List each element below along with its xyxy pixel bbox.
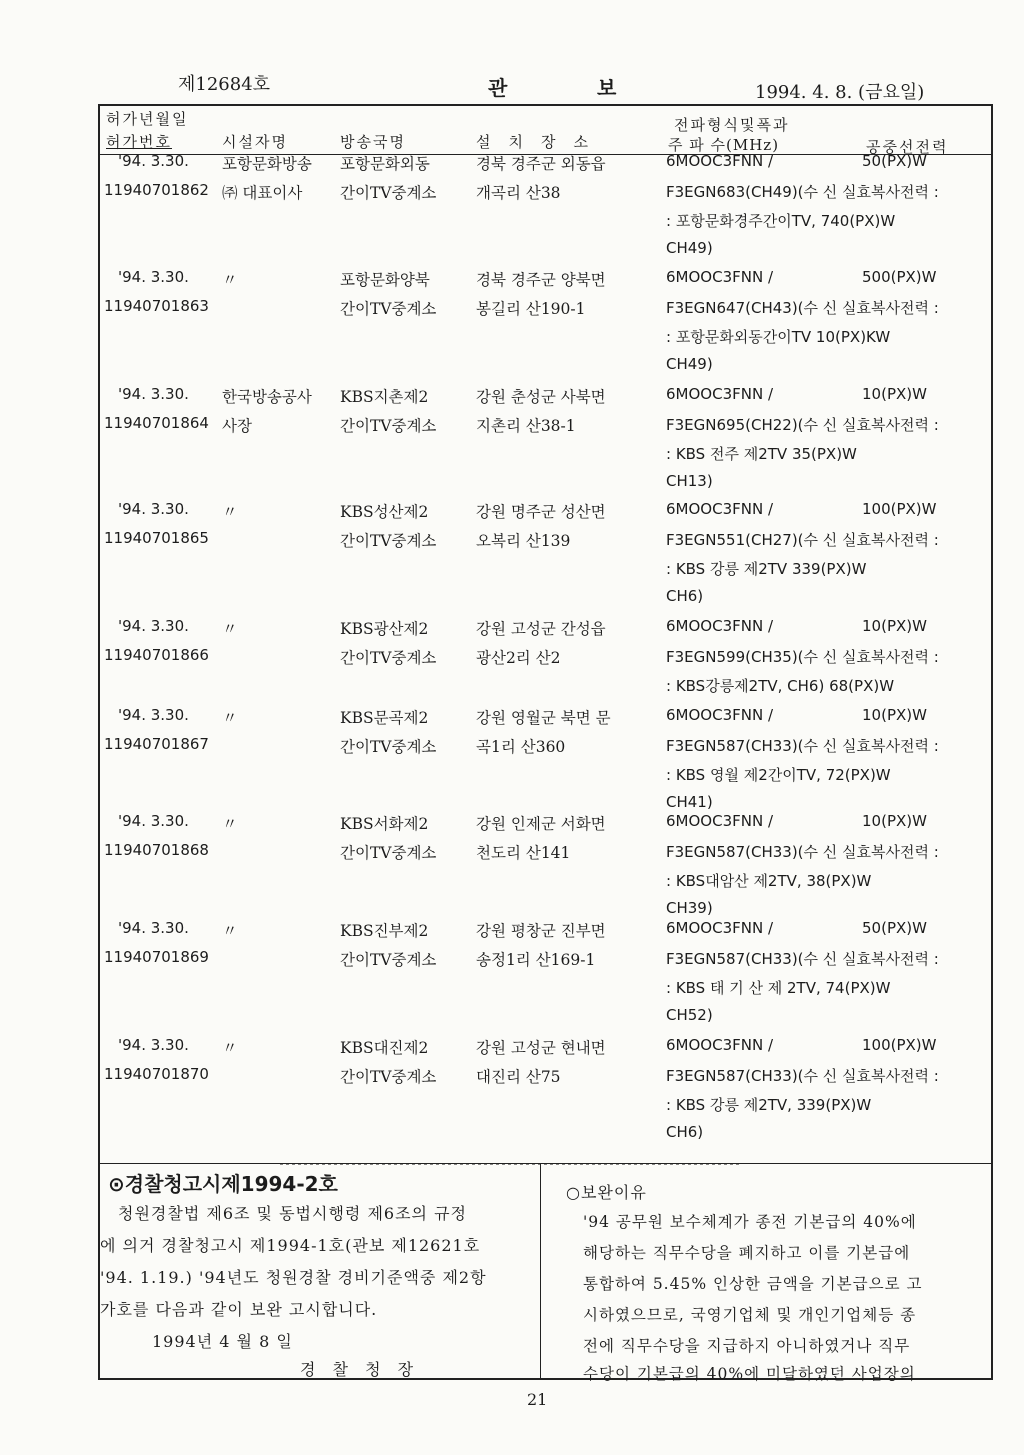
location-line-1: 강원 춘성군 사북면 xyxy=(476,388,606,406)
frequency-detail-3: CH49) xyxy=(666,239,713,257)
operator-line-1: 〃 xyxy=(222,815,238,833)
frequency-detail-2: : KBS 전주 제2TV 35(PX)W xyxy=(666,445,857,463)
header-antenna-power: 공중선전력 xyxy=(866,138,949,156)
location-line-2: 곡1리 산360 xyxy=(476,738,566,756)
frequency-detail-2: : KBS 태 기 산 제 2TV, 74(PX)W xyxy=(666,979,891,997)
notice-date: 1994년 4 월 8 일 xyxy=(152,1332,293,1351)
header-emission-form: 전파형식및폭과 xyxy=(674,116,790,134)
station-name-line-1: 포항문화외동 xyxy=(340,155,430,173)
frequency-detail-2: : KBS 영월 제2간이TV, 72(PX)W xyxy=(666,766,891,784)
issue-date: 1994. 4. 8. (금요일) xyxy=(755,82,925,103)
operator-line-1: 〃 xyxy=(222,922,238,940)
emission-form: 6MOOC3FNN / xyxy=(666,268,774,286)
notice-signer: 경 찰 청 장 xyxy=(300,1360,420,1379)
header-permit-date: 허가년월일 xyxy=(106,110,189,128)
frequency-detail-2: : KBS강릉제2TV, CH6) 68(PX)W xyxy=(666,677,895,695)
permit-date: '94. 3.30. xyxy=(118,268,189,286)
notice-title: ⊙경찰청고시제1994-2호 xyxy=(108,1172,338,1196)
notice-column-divider xyxy=(540,1163,541,1380)
operator-line-1: 포항문화방송 xyxy=(222,155,312,173)
notice-line-2: 에 의거 경찰청고시 제1994-1호(관보 제12621호 xyxy=(100,1236,481,1255)
header-operator: 시설자명 xyxy=(222,133,288,151)
permit-number: 11940701870 xyxy=(104,1065,209,1083)
station-name-line-2: 간이TV중계소 xyxy=(340,738,437,756)
frequency-detail-3: CH13) xyxy=(666,472,713,490)
permit-date: '94. 3.30. xyxy=(118,706,189,724)
permit-number: 11940701869 xyxy=(104,948,209,966)
station-name-line-2: 간이TV중계소 xyxy=(340,532,437,550)
permit-date: '94. 3.30. xyxy=(118,385,189,403)
location-line-1: 강원 고성군 간성읍 xyxy=(476,620,606,638)
location-line-2: 지촌리 산38-1 xyxy=(476,417,576,435)
station-name-line-1: 포항문화양북 xyxy=(340,271,430,289)
emission-form: 6MOOC3FNN / xyxy=(666,500,774,518)
station-name-line-1: KBS서화제2 xyxy=(340,815,429,833)
permit-number: 11940701867 xyxy=(104,735,209,753)
frequency-detail-3: CH6) xyxy=(666,1123,704,1141)
emission-form: 6MOOC3FNN / xyxy=(666,385,774,403)
operator-line-2: 사장 xyxy=(222,417,252,435)
station-name-line-2: 간이TV중계소 xyxy=(340,1068,437,1086)
station-name-line-2: 간이TV중계소 xyxy=(340,951,437,969)
emission-form: 6MOOC3FNN / xyxy=(666,152,774,170)
permit-date: '94. 3.30. xyxy=(118,812,189,830)
permit-number: 11940701865 xyxy=(104,529,209,547)
permit-number: 11940701862 xyxy=(104,181,209,199)
location-line-1: 경북 경주군 양북면 xyxy=(476,271,606,289)
permit-number: 11940701866 xyxy=(104,646,209,664)
power-value: 10(PX)W xyxy=(862,385,927,403)
station-name-line-2: 간이TV중계소 xyxy=(340,184,437,202)
frequency-detail-2: : KBS 강릉 제2TV, 339(PX)W xyxy=(666,1096,872,1114)
operator-line-1: 〃 xyxy=(222,1039,238,1057)
notice-line-1: 청원경찰법 제6조 및 동법시행령 제6조의 규정 xyxy=(118,1204,467,1223)
notice-top-line xyxy=(98,1163,993,1164)
frequency-detail-3: CH6) xyxy=(666,587,704,605)
operator-line-1: 한국방송공사 xyxy=(222,388,312,406)
reason-line-2: 해당하는 직무수당을 폐지하고 이를 기본급에 xyxy=(583,1244,911,1262)
frequency-detail-2: : 포항문화외동간이TV 10(PX)KW xyxy=(666,328,891,346)
permit-date: '94. 3.30. xyxy=(118,617,189,635)
location-line-2: 천도리 산141 xyxy=(476,844,571,862)
location-line-2: 광산2리 산2 xyxy=(476,649,561,667)
frequency-detail-1: F3EGN683(CH49)(수 신 실효복사전력 : xyxy=(666,183,939,201)
emission-form: 6MOOC3FNN / xyxy=(666,812,774,830)
permit-date: '94. 3.30. xyxy=(118,152,189,170)
emission-form: 6MOOC3FNN / xyxy=(666,706,774,724)
permit-date: '94. 3.30. xyxy=(118,1036,189,1054)
frequency-detail-1: F3EGN647(CH43)(수 신 실효복사전력 : xyxy=(666,299,939,317)
reason-line-1: '94 공무원 보수체계가 종전 기본급의 40%에 xyxy=(583,1213,917,1231)
location-line-1: 강원 명주군 성산면 xyxy=(476,503,606,521)
emission-form: 6MOOC3FNN / xyxy=(666,617,774,635)
gazette-title-first: 관 xyxy=(488,76,508,100)
station-name-line-2: 간이TV중계소 xyxy=(340,300,437,318)
station-name-line-2: 간이TV중계소 xyxy=(340,844,437,862)
page-number: 21 xyxy=(527,1390,548,1409)
station-name-line-1: KBS진부제2 xyxy=(340,922,429,940)
power-value: 50(PX)W xyxy=(862,919,927,937)
location-line-2: 오복리 산139 xyxy=(476,532,571,550)
station-name-line-1: KBS성산제2 xyxy=(340,503,429,521)
reason-line-3: 통합하여 5.45% 인상한 금액을 기본급으로 고 xyxy=(583,1275,923,1293)
frequency-detail-1: F3EGN695(CH22)(수 신 실효복사전력 : xyxy=(666,416,939,434)
header-location: 설치장소 xyxy=(476,133,606,151)
header-station: 방송국명 xyxy=(340,133,406,151)
emission-form: 6MOOC3FNN / xyxy=(666,919,774,937)
location-line-2: 송정1리 산169-1 xyxy=(476,951,596,969)
permit-number: 11940701863 xyxy=(104,297,209,315)
location-line-1: 강원 인제군 서화면 xyxy=(476,815,606,833)
frequency-detail-1: F3EGN587(CH33)(수 신 실효복사전력 : xyxy=(666,950,939,968)
permit-number: 11940701868 xyxy=(104,841,209,859)
issue-number: 제12684호 xyxy=(178,74,271,95)
frequency-detail-1: F3EGN587(CH33)(수 신 실효복사전력 : xyxy=(666,1067,939,1085)
location-line-2: 개곡리 산38 xyxy=(476,184,561,202)
location-line-1: 경북 경주군 외동읍 xyxy=(476,155,606,173)
location-line-1: 강원 영월군 북면 문 xyxy=(476,709,611,727)
power-value: 100(PX)W xyxy=(862,500,937,518)
frequency-detail-1: F3EGN551(CH27)(수 신 실효복사전력 : xyxy=(666,531,939,549)
frequency-detail-2: : 포항문화경주간이TV, 740(PX)W xyxy=(666,212,896,230)
header-permit-number: 허가번호 xyxy=(106,133,172,151)
frequency-detail-3: CH52) xyxy=(666,1006,713,1024)
power-value: 10(PX)W xyxy=(862,812,927,830)
station-name-line-1: KBS광산제2 xyxy=(340,620,429,638)
notice-line-3: '94. 1.19.) '94년도 청원경찰 경비기준액중 제2항 xyxy=(100,1268,487,1287)
power-value: 10(PX)W xyxy=(862,706,927,724)
gazette-title-second: 보 xyxy=(597,76,617,100)
reason-title: ○보완이유 xyxy=(566,1183,647,1202)
frequency-detail-3: CH41) xyxy=(666,793,713,811)
location-line-1: 강원 고성군 현내면 xyxy=(476,1039,606,1057)
frequency-detail-1: F3EGN587(CH33)(수 신 실효복사전력 : xyxy=(666,843,939,861)
emission-form: 6MOOC3FNN / xyxy=(666,1036,774,1054)
power-value: 100(PX)W xyxy=(862,1036,937,1054)
permit-number: 11940701864 xyxy=(104,414,209,432)
station-name-line-2: 간이TV중계소 xyxy=(340,649,437,667)
operator-line-1: 〃 xyxy=(222,620,238,638)
station-name-line-2: 간이TV중계소 xyxy=(340,417,437,435)
permit-date: '94. 3.30. xyxy=(118,500,189,518)
reason-line-4: 시하였으므로, 국영기업체 및 개인기업체등 종 xyxy=(583,1306,917,1324)
location-line-2: 봉길리 산190-1 xyxy=(476,300,586,318)
permit-date: '94. 3.30. xyxy=(118,919,189,937)
location-line-2: 대진리 산75 xyxy=(476,1068,561,1086)
power-value: 500(PX)W xyxy=(862,268,937,286)
frequency-detail-3: CH39) xyxy=(666,899,713,917)
reason-line-5: 전에 직무수당을 지급하지 아니하였거나 직무 xyxy=(583,1337,911,1355)
location-line-1: 강원 평창군 진부면 xyxy=(476,922,606,940)
power-value: 50(PX)W xyxy=(862,152,927,170)
operator-line-1: 〃 xyxy=(222,709,238,727)
station-name-line-1: KBS대진제2 xyxy=(340,1039,429,1057)
frequency-detail-2: : KBS 강릉 제2TV 339(PX)W xyxy=(666,560,867,578)
frequency-detail-3: CH49) xyxy=(666,355,713,373)
station-name-line-1: KBS문곡제2 xyxy=(340,709,429,727)
frequency-detail-2: : KBS대암산 제2TV, 38(PX)W xyxy=(666,872,872,890)
notice-line-4: 가호를 다음과 같이 보완 고시합니다. xyxy=(100,1300,378,1319)
operator-line-1: 〃 xyxy=(222,503,238,521)
operator-line-2: ㈜ 대표이사 xyxy=(222,184,303,202)
power-value: 10(PX)W xyxy=(862,617,927,635)
frequency-detail-1: F3EGN599(CH35)(수 신 실효복사전력 : xyxy=(666,648,939,666)
reason-line-6: 수당이 기본급의 40%에 미달하였던 사업장의 xyxy=(583,1365,916,1383)
operator-line-1: 〃 xyxy=(222,271,238,289)
station-name-line-1: KBS지촌제2 xyxy=(340,388,429,406)
header-frequency: 주 파 수(MHz) xyxy=(668,136,780,154)
frequency-detail-1: F3EGN587(CH33)(수 신 실효복사전력 : xyxy=(666,737,939,755)
